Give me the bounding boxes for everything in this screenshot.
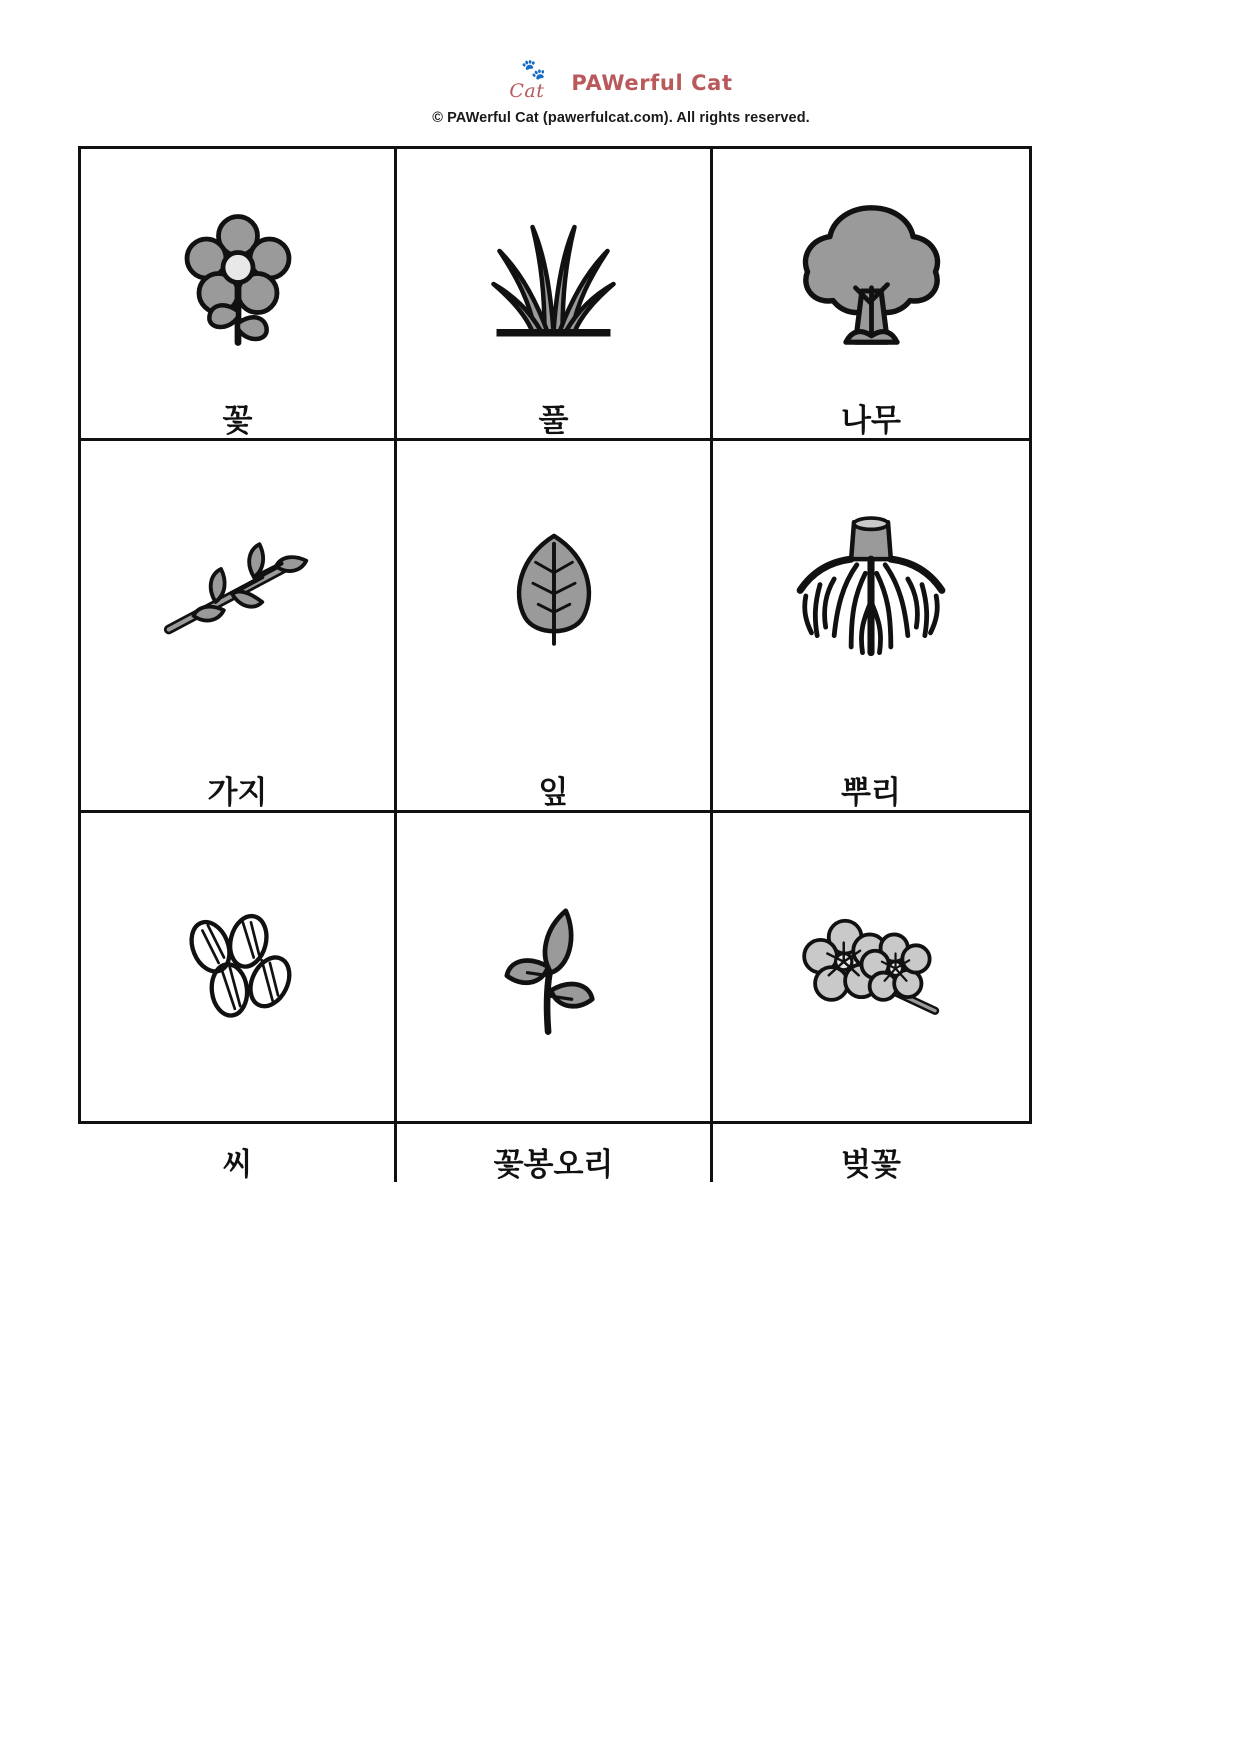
card-label: 꽃봉오리 (493, 1147, 614, 1184)
card-label: 가지 (207, 775, 268, 812)
leaf-icon (397, 483, 710, 698)
flower-icon (81, 167, 394, 382)
vocabulary-card-grid (78, 146, 1032, 1184)
grass-icon (397, 167, 710, 382)
brand-mark (509, 59, 563, 104)
paw-print-icon: 🐾 (521, 59, 547, 81)
card-flower (81, 149, 397, 441)
root-icon (713, 483, 1029, 698)
branch-icon (81, 483, 394, 698)
card-label: 꽃 (222, 403, 253, 439)
seeds-icon (81, 861, 394, 1076)
page-header (0, 0, 1242, 126)
card-label: 나무 (841, 403, 901, 439)
card-cherry-blossom (713, 813, 1029, 1182)
cherry-blossom-icon (713, 861, 1029, 1076)
card-root (713, 441, 1029, 813)
card-label: 뿌리 (841, 775, 901, 812)
card-label: 잎 (538, 775, 569, 812)
card-grass (397, 149, 713, 441)
brand-logo (509, 59, 733, 104)
card-tree (713, 149, 1029, 441)
tree-icon (713, 167, 1029, 382)
flower-bud-icon (397, 861, 710, 1076)
card-branch (81, 441, 397, 813)
card-label: 벚꽃 (841, 1147, 901, 1184)
card-flower-bud (397, 813, 713, 1182)
card-seeds (81, 813, 397, 1182)
card-leaf (397, 441, 713, 813)
brand-cat-word: Cat (509, 80, 545, 102)
brand-name: PAWerful Cat (571, 71, 733, 95)
card-label: 씨 (222, 1147, 253, 1184)
card-label: 풀 (538, 403, 569, 439)
copyright-notice: © PAWerful Cat (pawerfulcat.com). All rights reserved. (432, 110, 810, 126)
